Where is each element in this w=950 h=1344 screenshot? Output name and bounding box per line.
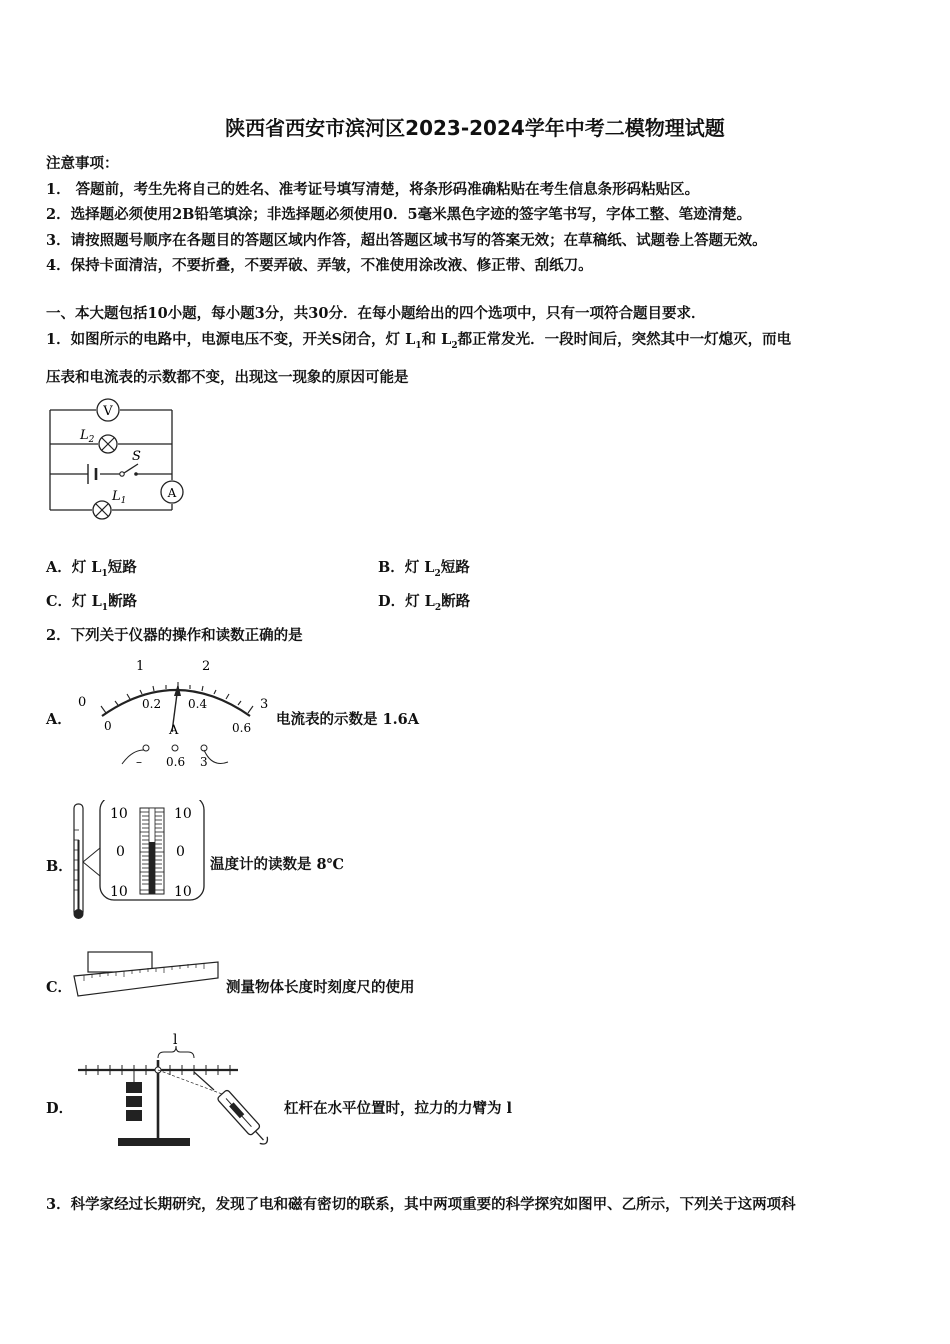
svg-text:1: 1 [136,659,145,674]
lamp-l1-symbol [93,489,126,519]
q2-option-d-caption[interactable]: 杠杆在水平位置时，拉力的力臂为 l [284,1100,513,1117]
svg-text:l: l [173,1032,178,1048]
q1-option-d[interactable]: D．灯 $L_2$断路 [378,593,471,613]
q2-stem: 2．下列关于仪器的操作和读数正确的是 [46,627,303,644]
svg-text:3: 3 [260,697,269,712]
q1-circuit-diagram [44,392,194,524]
svg-text:V: V [103,404,113,419]
q2-lever-diagram [72,1030,284,1152]
ammeter-symbol [161,481,183,503]
q2-option-b-label[interactable]: B． [46,858,73,875]
notice-item-2: 2．选择题必须使用2B铅笔填涂；非选择题必须使用0．5毫米黑色字迹的签字笔书写，字体工整、笔迹清楚。 [46,206,752,223]
notice-item-1: 1． 答题前，考生先将自己的姓名、准考证号填写清楚，将条形码准确粘贴在考生信息条形码粘贴区。 [46,181,700,198]
svg-text:L1: $L_1$ [112,489,127,506]
notice-item-4: 4．保持卡面清洁，不要折叠，不要弄破、弄皱，不准使用涂改液、修正带、刮纸刀。 [46,257,593,274]
svg-text:0.2: 0.2 [142,697,162,711]
svg-text:0: 0 [176,844,185,860]
q2-ruler-diagram [72,948,222,1000]
q1-stem-line1: 1．如图所示的电路中，电源电压不变，开关S闭合，灯 $L_1$和 $L_2$都正常发光．一段时间后，突然其中一灯熄灭，而电 [46,331,792,351]
svg-text:3: 3 [200,755,208,769]
section-heading: 一、本大题包括10小题，每小题3分，共30分．在每小题给出的四个选项中，只有一项符合题目要求． [46,305,706,322]
q2-option-a-label[interactable]: A． [46,711,72,728]
q2-option-c-caption[interactable]: 测量物体长度时刻度尺的使用 [226,979,415,996]
svg-text:A: A [167,486,177,500]
svg-text:2: 2 [202,659,211,674]
ammeter-terminals [122,745,228,769]
q2-option-d-label[interactable]: D． [46,1100,74,1117]
lamp-l2-symbol [79,428,117,453]
notice-heading: 注意事项： [46,155,119,172]
q1-option-a[interactable]: A．灯 $L_1$短路 [46,559,137,579]
q3-stem-line1: 3．科学家经过长期研究，发现了电和磁有密切的联系，其中两项重要的科学探究如图甲、乙所示，下列关于这两项科 [46,1196,796,1213]
svg-text:0: 0 [104,719,112,733]
switch-s-symbol [120,449,141,476]
q2-ammeter-dial [72,654,272,772]
svg-text:10: 10 [110,884,128,900]
q2-option-b-caption[interactable]: 温度计的读数是 8℃ [210,856,345,873]
q2-option-a-caption[interactable]: 电流表的示数是 1.6A [276,711,420,728]
svg-text:10: 10 [110,806,128,822]
battery-symbol [88,464,96,484]
svg-text:10: 10 [174,884,192,900]
svg-text:0: 0 [78,695,87,710]
svg-text:S: S [132,449,141,464]
q1-option-c[interactable]: C．灯 $L_1$断路 [46,593,138,613]
svg-text:A: A [169,723,179,738]
svg-text:0: 0 [116,844,125,860]
svg-text:10: 10 [174,806,192,822]
q1-stem-line2: 压表和电流表的示数都不变，出现这一现象的原因可能是 [46,369,409,386]
voltmeter-symbol [97,399,119,421]
notice-item-3: 3．请按照题号顺序在各题目的答题区域内作答，超出答题区域书写的答案无效；在草稿纸、试题卷上答题无效。 [46,232,767,249]
svg-text:0.4: 0.4 [188,697,208,711]
svg-text:L2: $L_2$ [80,428,95,445]
spring-scale-icon [217,1089,272,1147]
svg-text:–: – [136,755,142,769]
page-title: 陕西省西安市滨河区2023-2024学年中考二模物理试题 [225,116,725,140]
svg-text:0.6: 0.6 [232,721,252,735]
q2-option-c-label[interactable]: C． [46,979,73,996]
q1-option-b[interactable]: B．灯 $L_2$短路 [378,559,470,579]
svg-text:0.6: 0.6 [166,755,186,769]
q2-thermometer [70,800,208,924]
